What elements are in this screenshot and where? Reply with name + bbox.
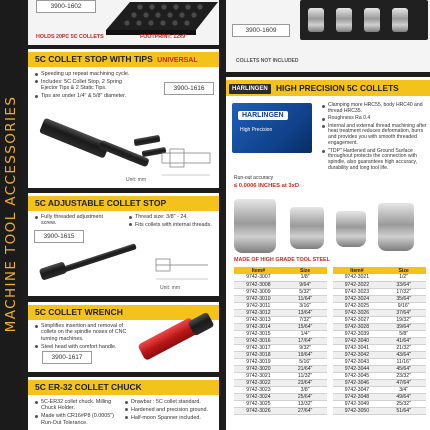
table-header-item: Item# <box>234 267 283 274</box>
size-cell: 21/32" <box>381 344 426 351</box>
item-number-cell: 9742-3028 <box>333 323 382 330</box>
item-number-cell: 9742-3019 <box>234 358 283 365</box>
rack-holds-text: HOLDS 20PC 5C COLLETS <box>36 34 104 40</box>
item-number-cell: 9742-3020 <box>234 365 283 372</box>
table-row <box>234 316 426 323</box>
table-row <box>234 407 426 414</box>
table-header-size: Size <box>381 267 426 274</box>
size-cell: 25/64" <box>283 393 328 400</box>
table-row <box>234 330 426 337</box>
collet-chuck-bullets-left <box>34 399 116 427</box>
item-number-cell: 9742-3026 <box>234 407 283 414</box>
item-number-cell: 9742-3022 <box>234 379 283 386</box>
item-number-cell: 9742-3026 <box>333 309 382 316</box>
list-item: Includes: 5C Collet Stop, 2 Spring Ejector Tips & 2 Static Tips. <box>34 79 134 92</box>
size-cell: 25/32" <box>381 400 426 407</box>
item-number-cell: 9742-3041 <box>333 344 382 351</box>
size-cell: 13/32" <box>283 400 328 407</box>
size-cell: 9/16" <box>381 302 426 309</box>
table-row <box>234 351 426 358</box>
size-cell: 43/64" <box>381 351 426 358</box>
item-number-cell: 9742-3024 <box>234 393 283 400</box>
collet-chuck-panel <box>28 377 219 430</box>
item-number-cell: 9742-3023 <box>333 288 382 295</box>
item-number-cell: 9742-3010 <box>234 295 283 302</box>
size-cell: 37/64" <box>381 309 426 316</box>
item-number-cell: 9742-3025 <box>234 400 283 407</box>
table-row <box>234 365 426 372</box>
size-cell: 33/64" <box>381 281 426 288</box>
table-header-row <box>234 267 426 274</box>
size-cell: 3/8" <box>283 386 328 393</box>
size-cell: 17/32" <box>381 288 426 295</box>
table-row <box>234 274 426 281</box>
size-cell: 35/64" <box>381 295 426 302</box>
rack-item-code: 3900-1602 <box>36 0 96 13</box>
list-item: Roughness Ra 0.4 <box>321 116 427 122</box>
collet-image-3 <box>336 211 366 247</box>
harlingen-header <box>226 80 430 96</box>
size-cell: 1/4" <box>283 330 328 337</box>
harlingen-title: HIGH PRECISION 5C COLLETS <box>276 83 399 93</box>
collet-rack-image <box>100 0 219 36</box>
size-cell: 47/64" <box>381 379 426 386</box>
table-header-size: Size <box>283 267 328 274</box>
size-cell: 49/64" <box>381 393 426 400</box>
size-cell: 51/64" <box>381 407 426 414</box>
collet-image-1 <box>234 199 276 253</box>
size-cell: 39/64" <box>381 323 426 330</box>
size-cell: 13/64" <box>283 309 328 316</box>
list-item: 5C-ER32 collet chuck. Milling Chuck Holder. <box>34 399 116 412</box>
item-number-cell: 9742-3018 <box>234 351 283 358</box>
size-cell: 41/64" <box>381 337 426 344</box>
list-item: Drawbar : 5C collet standard. <box>124 399 216 405</box>
adjustable-stop-code: 3900-1615 <box>34 230 84 243</box>
table-row <box>234 393 426 400</box>
collet-stop-tips-unit: Unit: mm <box>126 177 146 183</box>
collet-stop-tips-title: 5C COLLET STOP WITH TIPS <box>35 54 153 64</box>
table-row <box>234 386 426 393</box>
list-item: Clamping more HRC55, body HRC40 and thread HRC35. <box>321 103 427 115</box>
collet-tray-panel <box>226 0 430 72</box>
size-cell: 17/64" <box>283 337 328 344</box>
adjustable-stop-panel <box>28 193 219 296</box>
list-item: Made with CR16#P8 (0.0005") Run-Out Tolerance. <box>34 413 116 426</box>
collet-tray-image <box>300 0 428 40</box>
harlingen-logo: HARLINGEN <box>229 84 271 94</box>
table-row <box>234 302 426 309</box>
adjustable-stop-unit: Unit: mm <box>160 285 180 291</box>
size-cell: 21/64" <box>283 365 328 372</box>
collet-stop-body-image <box>39 118 110 159</box>
collet-stop-tips-code: 3900-1616 <box>164 82 214 95</box>
collet-image-4 <box>378 203 414 251</box>
table-row <box>234 379 426 386</box>
item-number-cell: 9742-3043 <box>333 358 382 365</box>
collet-stop-tips-header <box>28 52 219 67</box>
harlingen-box-image <box>232 103 312 153</box>
item-number-cell: 9742-3007 <box>234 274 283 281</box>
collet-stop-tips-subtitle: UNIVERSAL <box>157 57 198 64</box>
item-number-cell: 9742-3022 <box>333 281 382 288</box>
item-number-cell: 9742-3008 <box>234 281 283 288</box>
list-item: Thread size: 3/8" - 24. <box>128 214 216 220</box>
size-cell: 23/32" <box>381 372 426 379</box>
collet-chuck-bullets-right <box>124 399 216 422</box>
adjustable-bullets-left <box>34 214 118 228</box>
item-number-cell: 9742-3012 <box>234 309 283 316</box>
runout-value: ≤ 0.0006 INCHES at 3xD <box>234 183 300 189</box>
harlingen-box-sub: High Precision <box>240 127 273 133</box>
collet-wrench-bullets <box>34 323 132 351</box>
item-number-cell: 9742-3025 <box>333 302 382 309</box>
item-number-cell: 9742-3044 <box>333 365 382 372</box>
item-number-cell: 9742-3050 <box>333 407 382 414</box>
item-number-cell: 9742-3009 <box>234 288 283 295</box>
collet-wrench-panel <box>28 302 219 372</box>
item-number-cell: 9742-3011 <box>234 302 283 309</box>
size-cell: 45/64" <box>381 365 426 372</box>
size-cell: 11/32" <box>283 372 328 379</box>
list-item: Simplifies insertion and removal of collets on the spindle noses of CNC turning machines. <box>34 323 132 342</box>
size-cell: 23/64" <box>283 379 328 386</box>
collet-wrench-title: 5C COLLET WRENCH <box>35 307 123 317</box>
item-number-cell: 9742-3040 <box>333 337 382 344</box>
size-cell: 27/64" <box>283 407 328 414</box>
table-row <box>234 281 426 288</box>
size-cell: 19/32" <box>381 316 426 323</box>
item-number-cell: 9742-3021 <box>234 372 283 379</box>
table-row <box>234 323 426 330</box>
table-row <box>234 344 426 351</box>
size-cell: 9/64" <box>283 281 328 288</box>
collet-wrench-code: 3900-1617 <box>42 351 92 364</box>
item-number-cell: 9742-3049 <box>333 400 382 407</box>
sidebar-vertical-label: MACHINE TOOL ACCESSORIES <box>3 95 19 333</box>
collet-stop-tips-bullets <box>34 71 134 101</box>
collet-tray-note: COLLETS NOT INCLUDED <box>236 58 299 64</box>
collet-stop-tips-panel <box>28 49 219 188</box>
table-row <box>234 358 426 365</box>
item-number-cell: 9742-3042 <box>333 351 382 358</box>
item-number-cell: 9742-3027 <box>333 316 382 323</box>
table-row <box>234 295 426 302</box>
item-number-cell: 9742-3024 <box>333 295 382 302</box>
item-number-cell: 9742-3021 <box>333 274 382 281</box>
list-item: Steel head with comfort handle. <box>34 344 132 350</box>
collet-chuck-title: 5C ER-32 COLLET CHUCK <box>35 382 142 392</box>
item-number-cell: 9742-3045 <box>333 372 382 379</box>
harlingen-bullets <box>321 103 427 174</box>
size-cell: 11/16" <box>381 358 426 365</box>
size-cell: 3/16" <box>283 302 328 309</box>
size-cell: 19/64" <box>283 351 328 358</box>
item-number-cell: 9742-3014 <box>234 323 283 330</box>
collet-tray-code: 3900-1609 <box>232 24 290 37</box>
runout-label: Run-out accuracy <box>234 175 274 181</box>
size-cell: 9/32" <box>283 344 328 351</box>
table-row <box>234 309 426 316</box>
item-number-cell: 9742-3046 <box>333 379 382 386</box>
size-cell: 1/2" <box>381 274 426 281</box>
list-item: Half-moon Spanner included. <box>124 415 216 421</box>
list-item: Fits collets with internal threads. <box>128 222 216 228</box>
list-item: Tips are under 1/4" & 5/8" diameter. <box>34 93 134 99</box>
size-cell: 7/32" <box>283 316 328 323</box>
size-cell: 1/8" <box>283 274 328 281</box>
adjustable-stop-head-image <box>39 261 67 280</box>
size-cell: 5/8" <box>381 330 426 337</box>
list-item: Internal and external thread machining after heat treatment reduces deformation, burrs and provides you with smooth threaded engagement. <box>321 124 427 148</box>
tool-steel-label: MADE OF HIGH GRADE TOOL STEEL <box>234 257 330 263</box>
collet-image-2 <box>290 207 324 249</box>
list-item: Fully threaded adjustment screw. <box>34 214 118 227</box>
size-cell: 11/64" <box>283 295 328 302</box>
harlingen-box-brand: HARLINGEN <box>238 111 288 120</box>
item-number-cell: 9742-3013 <box>234 316 283 323</box>
adjustable-stop-drawing <box>152 245 212 285</box>
table-row <box>234 288 426 295</box>
size-cell: 5/16" <box>283 358 328 365</box>
item-number-cell: 9742-3016 <box>234 337 283 344</box>
item-number-cell: 9742-3017 <box>234 344 283 351</box>
adjustable-stop-title: 5C ADJUSTABLE COLLET STOP <box>35 198 167 208</box>
side-band <box>0 0 22 430</box>
collet-size-table <box>234 267 426 415</box>
item-number-cell: 9742-3039 <box>333 330 382 337</box>
item-number-cell: 9742-3047 <box>333 386 382 393</box>
table-row <box>234 400 426 407</box>
item-number-cell: 9742-3048 <box>333 393 382 400</box>
collet-chuck-header <box>28 380 219 395</box>
collet-size-table-body <box>234 274 426 414</box>
adjustable-stop-header <box>28 196 219 211</box>
size-cell: 3/4" <box>381 386 426 393</box>
list-item: Speeding up repeat machining cycle. <box>34 71 134 77</box>
table-header-item: Item# <box>333 267 382 274</box>
size-cell: 5/32" <box>283 288 328 295</box>
item-number-cell: 9742-3023 <box>234 386 283 393</box>
rack-footprint-text: FOOTPRINT: 12x9" <box>140 34 188 40</box>
collet-stop-drawing <box>160 135 214 181</box>
harlingen-panel <box>226 77 430 430</box>
table-row <box>234 337 426 344</box>
list-item: "TDP" Hardened and Ground Surface throughout protects the connection with spindle, also guarantees high accuracy, durability and long tool life. <box>321 149 427 173</box>
collet-stop-tip-image <box>134 135 161 146</box>
adjustable-bullets-right <box>128 214 216 230</box>
collet-rack-panel <box>28 0 219 45</box>
table-row <box>234 372 426 379</box>
list-item: Hardened and precision ground. <box>124 407 216 413</box>
size-cell: 15/64" <box>283 323 328 330</box>
item-number-cell: 9742-3015 <box>234 330 283 337</box>
